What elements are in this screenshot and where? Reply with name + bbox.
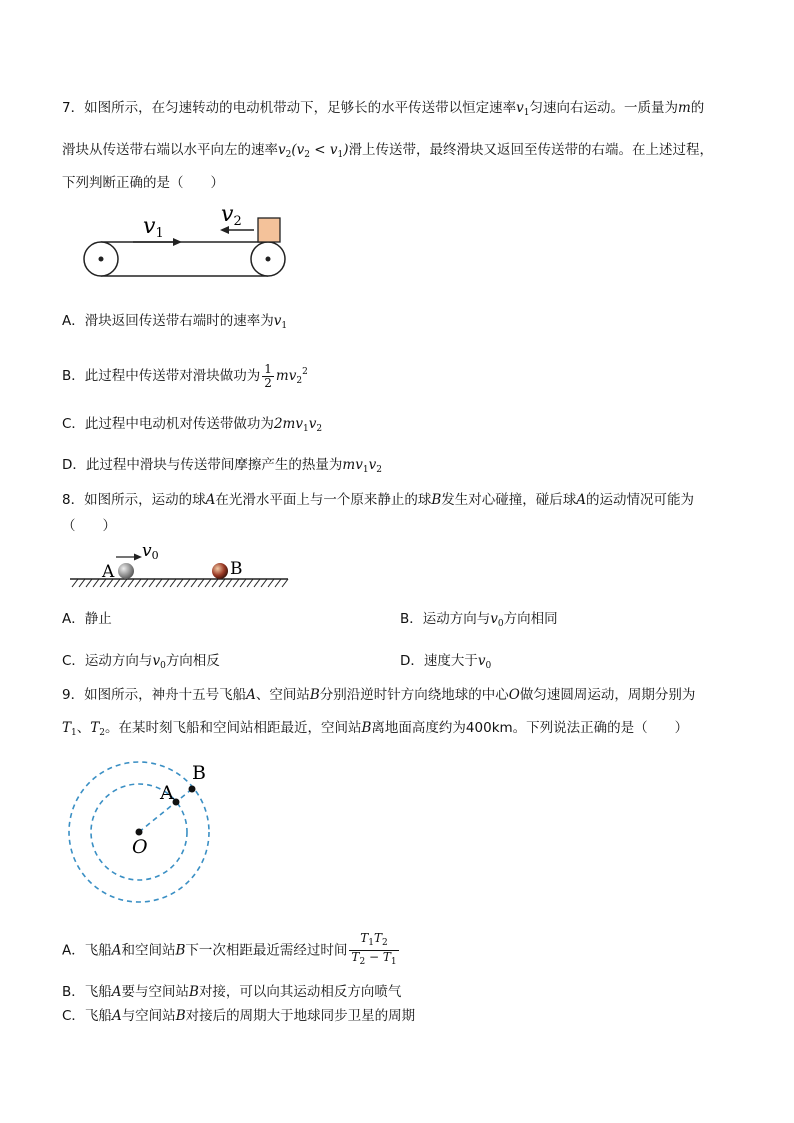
point-b [189, 786, 196, 793]
slider-block [258, 218, 280, 242]
ball-a [118, 563, 134, 579]
q9-option-b: B．飞船A要与空间站B对接，可以向其运动相反方向喷气 [62, 984, 402, 1000]
ball-a-label: A [102, 562, 115, 582]
q8-option-a: A．静止 [62, 611, 112, 627]
v0-label: v0 [142, 541, 159, 562]
collision-figure [66, 540, 296, 592]
q9-stem-line1: 9．如图所示，神舟十五号飞船A、空间站B分别沿逆时针方向绕地球的中心O做匀速圆周运动，周期分别为 [62, 687, 696, 703]
orbit-figure [62, 756, 222, 916]
q7-option-b: B．此过程中传送带对滑块做功为 $\frac{1}{2}$ $mv_2^2$ [62, 361, 308, 390]
label-b: B [192, 762, 206, 784]
q7-option-d: D．此过程中滑块与传送带间摩擦产生的热量为$mv_1v_2$ [62, 457, 382, 475]
q9-option-c: C．飞船A与空间站B对接后的周期大于地球同步卫星的周期 [62, 1008, 416, 1024]
label-o: O [132, 836, 148, 858]
q7-stem-line2: 滑块从传送带右端以水平向左的速率$v_2(v_2 < v_1)$滑上传送带，最终滑块又返回至传送带的右端。在上述过程， [62, 142, 714, 160]
ball-b [212, 563, 228, 579]
q8-option-b: B．运动方向与$v_0$方向相同 [400, 611, 558, 629]
label-a: A [160, 782, 174, 804]
q8-option-c: C．运动方向与$v_0$方向相反 [62, 653, 220, 671]
conveyor-belt-figure [78, 200, 298, 282]
q7-stem-line1: 7．如图所示，在匀速转动的电动机带动下，足够长的水平传送带以恒定速率$v_1$匀速向右运动。一质量为m的 [62, 100, 705, 118]
v1-label: v1 [143, 214, 164, 241]
q8-stem-line2: （ ） [62, 518, 116, 534]
q8-stem-line1: 8．如图所示，运动的球A在光滑水平面上与一个原来静止的球B发生对心碰撞，碰后球A的运动情况可能为 [62, 492, 695, 508]
q7-option-a: A．滑块返回传送带右端时的速率为$v_1$ [62, 313, 288, 331]
q9-option-a: A．飞船A和空间站B下一次相距最近需经过时间 $\frac{T_1T_2}{T_2 - T_1}$ [62, 931, 397, 967]
q9-stem-line2: $T_1$、$T_2$。在某时刻飞船和空间站相距最近，空间站B离地面高度约为400km。下列说法正确的是（ ） [62, 720, 689, 738]
q7-stem-line3: 下列判断正确的是（ ） [62, 175, 224, 191]
v2-label: v2 [221, 202, 242, 229]
q8-option-d: D．速度大于$v_0$ [400, 653, 492, 671]
point-o [136, 829, 143, 836]
ball-b-label: B [230, 559, 243, 579]
q7-option-c: C．此过程中电动机对传送带做功为$2mv_1v_2$ [62, 416, 323, 434]
